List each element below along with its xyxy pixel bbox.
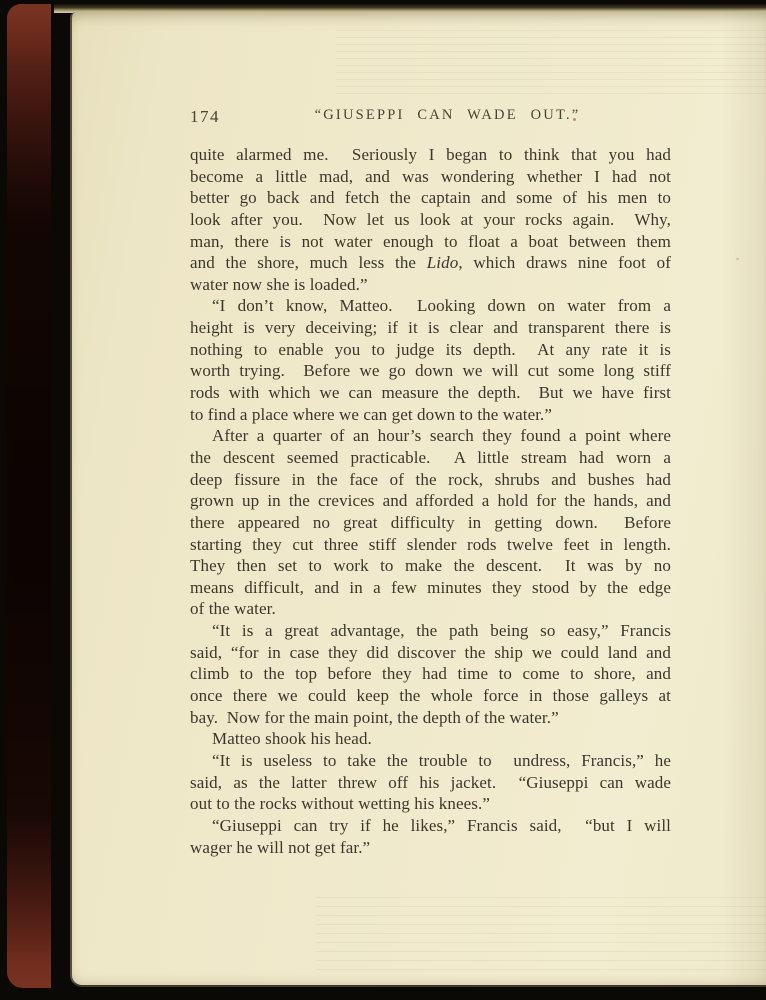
- text-line: starting they cut three stiff slender rods twelve feet in length.: [190, 534, 671, 554]
- text-line: “It is a great advantage, the path being so easy,” Francis: [212, 621, 671, 641]
- text-line: out to the rocks without wetting his knees.”: [190, 794, 490, 814]
- text-line: man, there is not water enough to float a boat between them: [190, 231, 671, 251]
- text-line: water now she is loaded.”: [190, 274, 368, 294]
- text-line: look after you. Now let us look at your rocks again. Why,: [190, 209, 671, 229]
- paper-streaks-bottom: [316, 897, 766, 977]
- text-line: grown up in the crevices and afforded a hold for the hands, and: [190, 491, 671, 511]
- text-line: and the shore, much less the Lido, which draws nine foot of: [190, 253, 671, 273]
- text-line: height is very deceiving; if it is clear and transparent there is: [190, 318, 671, 338]
- text-line: said, as the latter threw off his jacket. “Giuseppi can wade: [190, 772, 671, 792]
- text-line: deep fissure in the face of the rock, shrubs and bushes had: [190, 469, 671, 489]
- text-line: quite alarmed me. Seriously I began to think that you had: [190, 145, 671, 164]
- text-line: wager he will not get far.”: [190, 837, 371, 857]
- text-line: to find a place where we can get down to the water.”: [190, 404, 553, 424]
- text-line: Matteo shook his head.: [212, 729, 372, 749]
- text-line: once there we could keep the whole force in those galleys at: [190, 686, 671, 706]
- text-line: rods with which we can measure the depth. But we have first: [190, 383, 671, 403]
- text-line: means difficult, and in a few minutes they stood by the edge: [190, 577, 671, 597]
- text-line: After a quarter of an hour’s search they found a point where: [212, 426, 671, 446]
- paper-right-shade: [722, 12, 766, 985]
- page-number: 174: [190, 107, 220, 126]
- text-line: better go back and fetch the captain and some of his men to: [190, 188, 671, 208]
- text-line: “Giuseppi can try if he likes,” Francis said, “but I will: [212, 815, 671, 835]
- text-line: the descent seemed practicable. A little stream had worn a: [190, 447, 671, 467]
- paper-streaks-top: [336, 30, 766, 100]
- text-line: worth trying. Before we go down we will cut some long stiff: [190, 361, 671, 381]
- text-line: “I don’t know, Matteo. Looking down on water from a: [212, 296, 671, 316]
- book-page: [70, 12, 766, 987]
- text-line: They then set to work to make the descent. It was by no: [190, 556, 671, 576]
- text-line: nothing to enable you to judge its depth. At any rate it is: [190, 339, 671, 359]
- page-edges-stack: [24, 9, 76, 984]
- text-line: climb to the top before they had time to come to shore, and: [190, 664, 671, 684]
- text-block: [190, 145, 671, 859]
- running-head-row: [190, 107, 671, 129]
- running-header-title: “GIUSEPPI CAN WADE OUT.”: [314, 107, 581, 123]
- paper-speck: [736, 258, 739, 260]
- text-line: become a little mad, and was wondering whether I had not: [190, 166, 671, 186]
- text-line: there appeared no great difficulty in getting down. Before: [190, 512, 671, 532]
- text-line: said, “for in case they did discover the ship we could land and: [190, 642, 671, 662]
- text-line: bay. Now for the main point, the depth of the water.”: [190, 707, 559, 727]
- text-line: “It is useless to take the trouble to undress, Francis,” he: [212, 750, 671, 770]
- text-line: of the water.: [190, 599, 276, 619]
